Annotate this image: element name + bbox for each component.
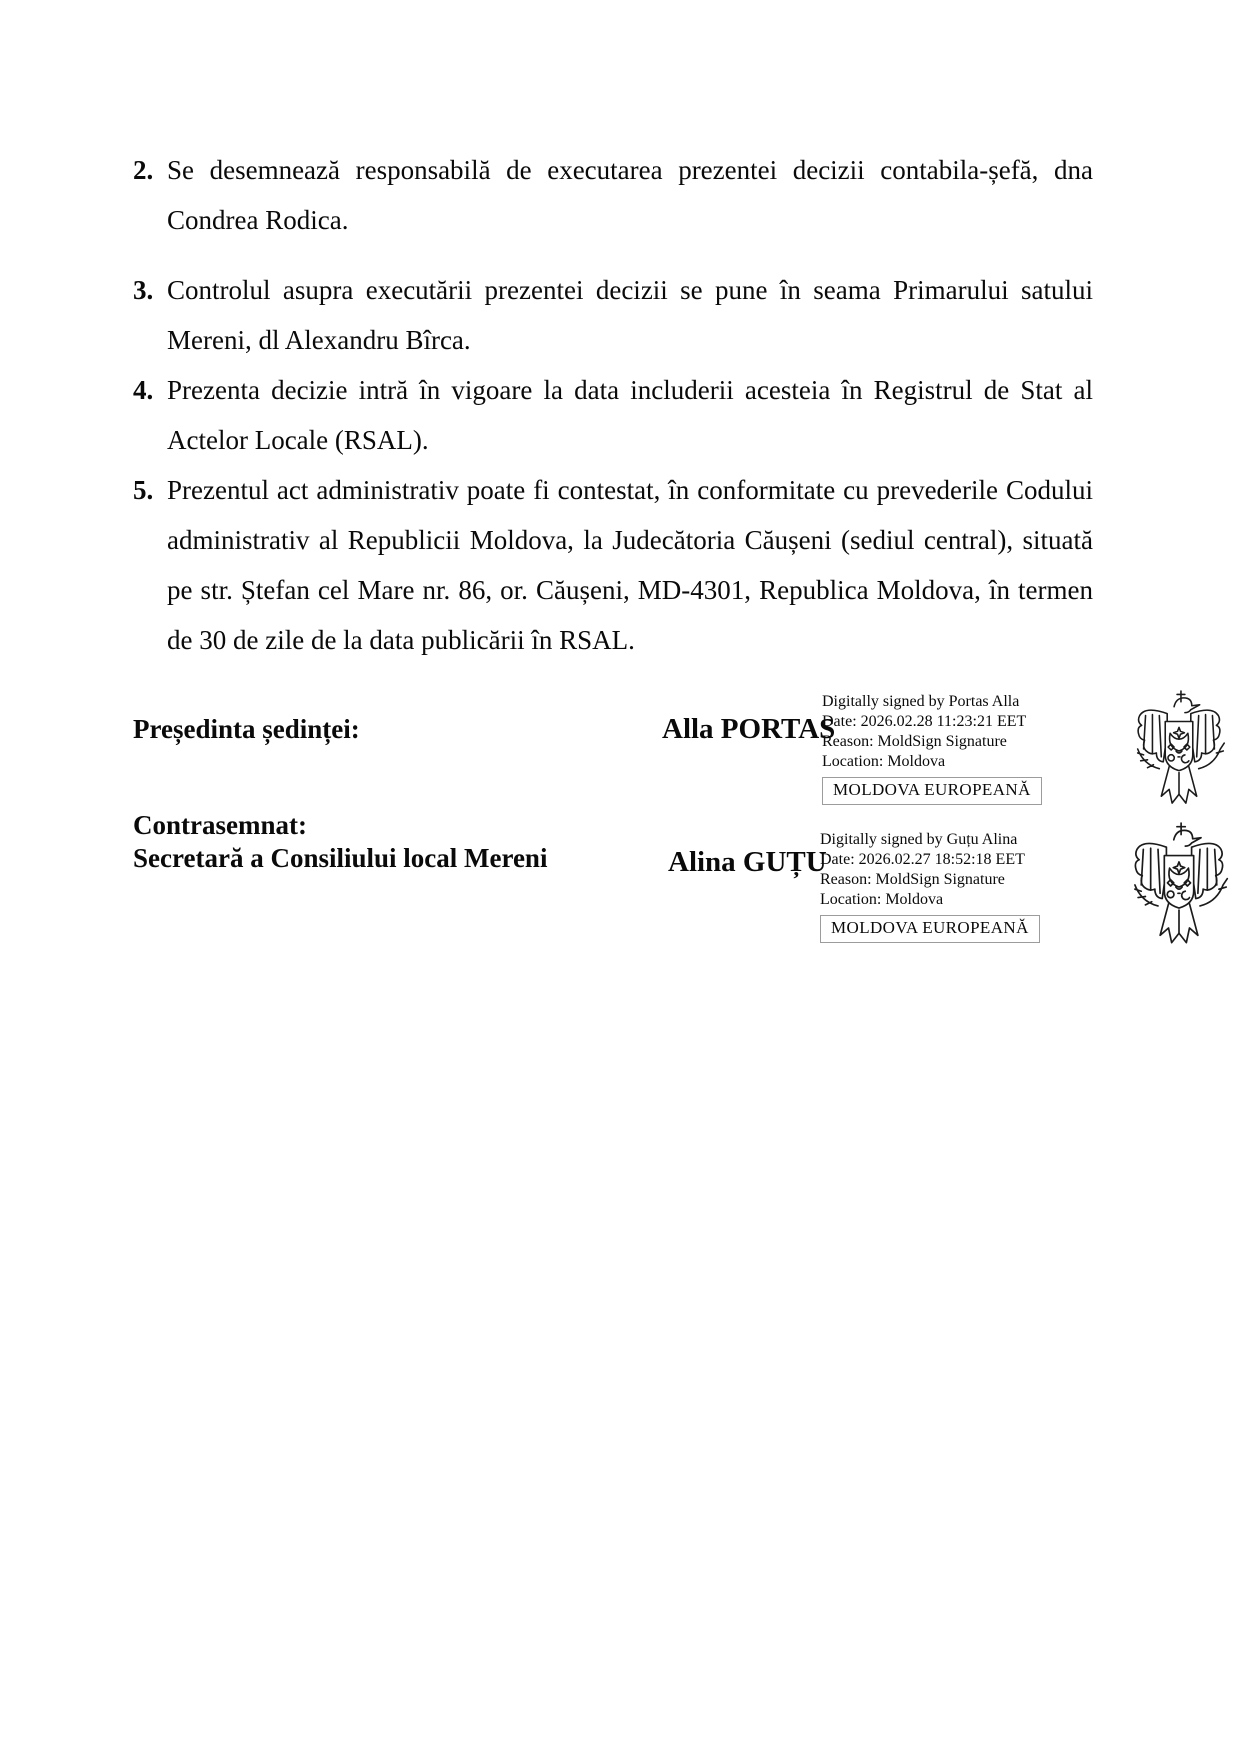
paragraph-text: Controlul asupra executării prezentei decizii se pune în seama Primarului satului Mereni, dl Alexandru Bîrca. — [167, 275, 1093, 355]
stamp-line-digitally-signed: Digitally signed by Portas Alla — [822, 693, 1020, 710]
paragraph-number: 4. — [133, 375, 154, 405]
secretary-name: Alina GUȚU — [668, 846, 827, 878]
stamp-line-date: Date: 2026.02.28 11:23:21 EET — [822, 713, 1027, 730]
countersigned-label: Contrasemnat: — [133, 810, 307, 840]
stamp-line-location: Location: Moldova — [820, 891, 944, 908]
paragraph-number: 3. — [133, 275, 154, 305]
president-name: Alla PORTAS — [662, 713, 836, 745]
moldova-coat-of-arms-icon — [1128, 690, 1230, 810]
paragraph-number: 2. — [133, 155, 154, 185]
stamp-line-reason: Reason: MoldSign Signature — [820, 871, 1005, 888]
body-paragraph — [133, 365, 1093, 465]
stamp-line-reason: Reason: MoldSign Signature — [822, 733, 1007, 750]
digital-signature-stamp-secretary — [820, 830, 1040, 943]
moldova-coat-of-arms-icon — [1126, 822, 1232, 950]
decision-body — [133, 145, 1093, 665]
body-paragraph — [133, 265, 1093, 365]
stamp-line-date: Date: 2026.02.27 18:52:18 EET — [820, 851, 1025, 868]
body-paragraph — [133, 145, 1093, 245]
stamp-line-digitally-signed: Digitally signed by Guțu Alina — [820, 831, 1018, 848]
paragraph-text: Se desemnează responsabilă de executarea prezentei decizii contabila-șefă, dna Condrea Rodica. — [167, 155, 1093, 235]
moldova-europeana-badge: MOLDOVA EUROPEANĂ — [820, 915, 1040, 943]
digital-signature-stamp-president — [822, 692, 1042, 805]
secretary-role-label: Secretară a Consiliului local Mereni — [133, 843, 548, 873]
stamp-line-location: Location: Moldova — [822, 753, 946, 770]
moldova-europeana-badge: MOLDOVA EUROPEANĂ — [822, 777, 1042, 805]
paragraph-number: 5. — [133, 475, 154, 505]
paragraph-text: Prezenta decizie intră în vigoare la data includerii acesteia în Registrul de Stat al Actelor Locale (RSAL). — [167, 375, 1093, 455]
body-paragraph — [133, 465, 1093, 665]
paragraph-text: Prezentul act administrativ poate fi contestat, în conformitate cu prevederile Codului administrativ al Republicii Moldova, la Judecătoria Căușeni (sediul central), situată pe str. Ștefan cel Mare nr. 86, or. Căușeni, MD-4301, Republica Moldova, în termen de 30 de zile de la data publicării în RSAL. — [167, 475, 1093, 655]
president-role-label: Președinta ședinței: — [133, 714, 360, 744]
